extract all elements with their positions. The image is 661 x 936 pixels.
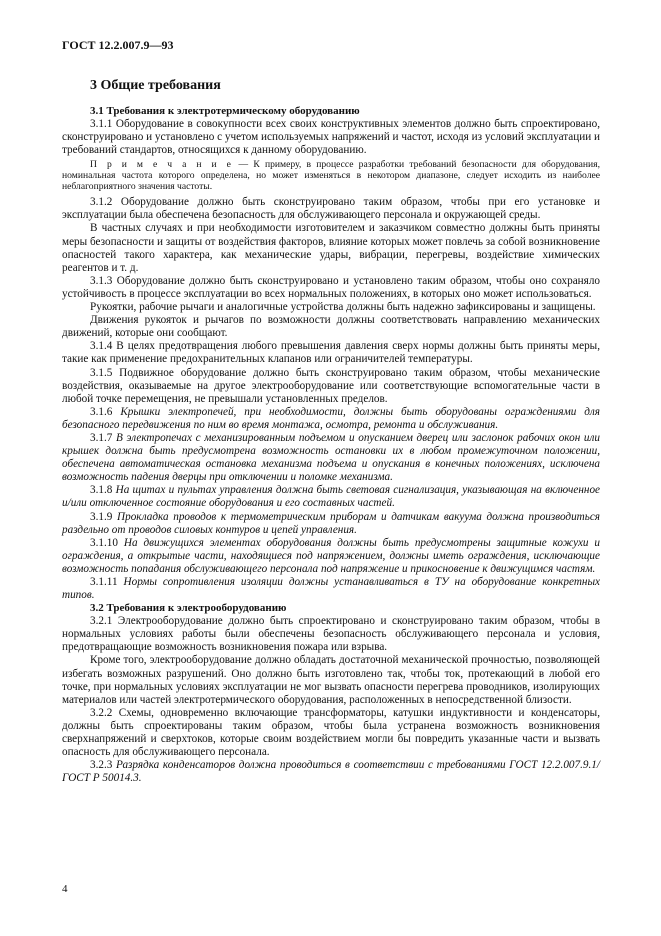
clause-number: 3.1.10 <box>90 536 124 549</box>
paragraph-3-1-4: 3.1.4 В целях предотвращения любого превышения давления сверх нормы должны быть приняты меры, такие как применение предохранительных клапанов или ограничителей температуры. <box>62 340 600 366</box>
note-label: П р и м е ч а н и е <box>90 159 234 171</box>
paragraph-3-1-10 <box>62 537 600 576</box>
paragraph-3-1-3: 3.1.3 Оборудование должно быть сконструировано и установлено таким образом, чтобы оно сохраняло устойчивость в процессе эксплуатации во всех нормальных положениях, в которых оно может использоваться. <box>62 274 600 300</box>
paragraph-3-1-9 <box>62 511 600 537</box>
clause-text: Разрядка конденсаторов должна проводиться в соответствии с требованиями ГОСТ 12.2.007.9.1/ГОСТ Р 50014.3. <box>62 759 600 785</box>
subsection-title-3-1: 3.1 Требования к электротермическому оборудованию <box>90 105 360 117</box>
paragraph-3-1-5: 3.1.5 Подвижное оборудование должно быть сконструировано таким образом, чтобы механические воздействия, оказываемые на другое электрооборудование или соответствующие вспомогательные части в любой точке перемещения, не превышали установленных пределов. <box>62 366 600 405</box>
clause-number: 3.1.6 <box>90 405 121 418</box>
clause-text: На движущихся элементах оборудования должны быть предусмотрены защитные кожухи и ограждения, а открытые части, находящиеся под напряжением, должны иметь ограждения, исключающие возможность попадания обслуживающего персонала под напряжение и прикосновение к движущимся частям. <box>62 536 601 575</box>
clause-number: 3.1.9 <box>90 510 118 523</box>
clause-number: 3.1.7 <box>90 431 117 444</box>
paragraph-3-1-2-b: В частных случаях и при необходимости изготовителем и заказчиком совместно должны быть приняты меры безопасности и защиты от воздействия факторов, влияние которых может повлечь за собой возникновение опасностей такого характера, как механические удары, вибрации, перегревы, воздействие химических реагентов и т. д. <box>62 222 600 274</box>
paragraph-3-2-2: 3.2.2 Схемы, одновременно включающие трансформаторы, катушки индуктивности и конденсаторы, должны быть спроектированы таким образом, чтобы была устранена возможность возникновения сверхнапряжений и сверхтоков, которые своим воздействием могли бы повредить указанные части и вызвать опасность для обслуживающего персонала. <box>62 706 600 759</box>
paragraph-3-1-7 <box>62 432 600 484</box>
note-paragraph <box>62 159 600 192</box>
clause-number: 3.1.8 <box>90 484 116 497</box>
page-number: 4 <box>62 883 68 895</box>
clause-text: В электропечах с механизированным подъемом и опусканием дверец или заслонок рабочих окон или крышек должна быть предусмотрена возможность остановки их в любом промежуточном положении, обеспечена автоматическая остановка механизма подъема и опускания в конечных положениях, исключена возможность падения дверцы при отключении и поломке механизма. <box>62 431 600 484</box>
note-text: — К примеру, в процессе разработки требований безопасности для оборудования, номинальная частота которого определена, но может изменяться в некотором диапазоне, следует исходить из наиболее неблагоприятного значения частоты. <box>62 159 600 193</box>
paragraph-3-1-2: 3.1.2 Оборудование должно быть сконструировано таким образом, чтобы при его установке и эксплуатации была обеспечена безопасность для обслуживающего персонала и окружающей среды. <box>62 196 600 222</box>
subsection-title-3-2: 3.2 Требования к электрооборудованию <box>90 602 287 615</box>
paragraph-3-1-1: 3.1.1 Оборудование в совокупности всех своих конструктивных элементов должно быть спроектировано, сконструировано и установлено с учетом используемых напряжений и частот, исходя из условий эксплуатации и требований стандартов, относящихся к данному оборудованию. <box>62 118 600 157</box>
clause-text: На щитах и пультах управления должна быть световая сигнализация, указывающая на включенное и/или отключенное состояние оборудования и его составных частей. <box>62 484 600 510</box>
paragraph-3-1-6 <box>62 406 600 432</box>
paragraph-3-1-8 <box>62 484 600 510</box>
clause-number: 3.1.11 <box>90 576 124 588</box>
document-body <box>62 78 600 785</box>
paragraph-3-2-3 <box>62 759 600 785</box>
section-title: 3 Общие требования <box>90 78 221 93</box>
clause-text: Прокладка проводов к термометрическим приборам и датчикам вакуума должна производиться раздельно от проводов силовых контуров и цепей управления. <box>62 510 601 536</box>
paragraph-3-1-3-b: Рукоятки, рабочие рычаги и аналогичные устройства должны быть надежно зафиксированы и защищены. <box>90 301 596 314</box>
paragraph-3-1-3-c: Движения рукояток и рычагов по возможности должны соответствовать направлению механических движений, которые они сообщают. <box>62 314 600 340</box>
paragraph-3-2-1-b: Кроме того, электрооборудование должно обладать достаточной механической прочностью, позволяющей избегать возможных разрушений. Оно должно быть изготовлено так, чтобы ток, протекающий в любой его точке, при нормальных условиях эксплуатации не мог вызвать опасности перегрева проводников, изолирующих материалов или частей электротермического оборудования, расположенных в непосредственной близости. <box>62 654 600 706</box>
clause-text: Нормы сопротивления изоляции должны устанавливаться в ТУ на оборудование конкретных типов. <box>62 576 600 602</box>
clause-text: Крышки электропечей, при необходимости, должны быть оборудованы ограждениями для безопасного передвижения по ним во время монтажа, осмотра, ремонта и обслуживания. <box>62 405 600 431</box>
paragraph-3-1-11 <box>62 576 600 602</box>
clause-number: 3.2.3 <box>90 759 117 772</box>
document-header: ГОСТ 12.2.007.9—93 <box>62 38 174 52</box>
paragraph-3-2-1: 3.2.1 Электрооборудование должно быть спроектировано и сконструировано таким образом, чтобы в нормальных условиях работы были обеспечены безопасность обслуживающего персонала и условия, предотвращающие возможность возникновения пожара или взрыва. <box>62 615 600 654</box>
